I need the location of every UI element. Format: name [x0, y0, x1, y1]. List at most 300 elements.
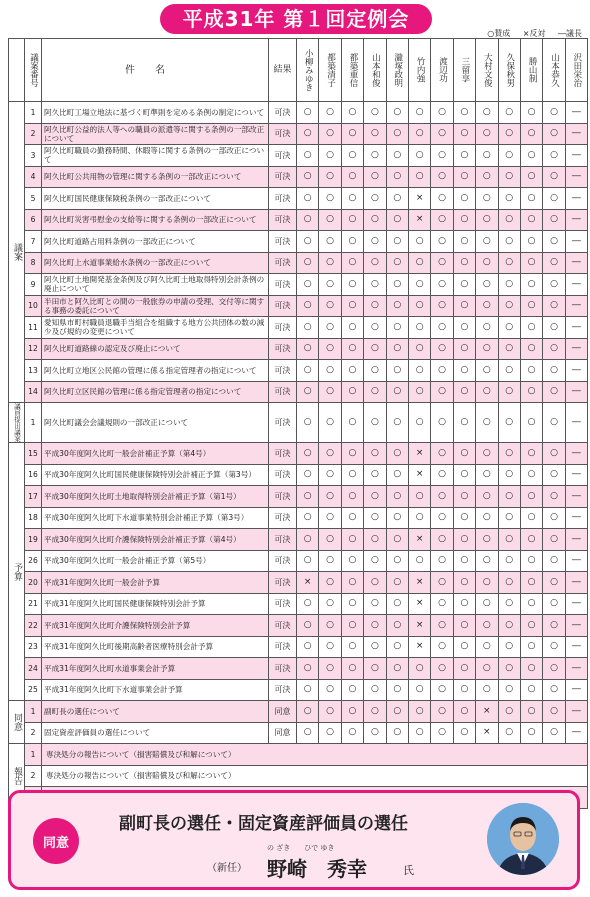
row-number: 17	[25, 486, 42, 508]
vote-cell: ○	[498, 295, 520, 317]
vote-cell: ○	[319, 188, 341, 210]
row-title: 阿久比町国民健康保険税条例の一部改正について	[42, 188, 269, 210]
vote-cell: ○	[431, 615, 453, 637]
vote-cell: ○	[520, 701, 542, 723]
vote-cell: ○	[319, 295, 341, 317]
vote-cell: ○	[520, 550, 542, 572]
row-title: 阿久比町工場立地法に基づく町準則を定める条例の制定について	[42, 102, 269, 124]
vote-cell: ○	[520, 231, 542, 253]
vote-cell: ○	[543, 507, 565, 529]
consent-badge: 同意	[33, 818, 79, 864]
vote-cell: ○	[453, 636, 475, 658]
header-subject: 件名	[42, 39, 269, 102]
vote-cell: ○	[453, 658, 475, 680]
vote-cell: ○	[341, 231, 363, 253]
vote-cell: ○	[431, 679, 453, 701]
row-title: 固定資産評価員の選任について	[42, 722, 269, 744]
row-title: 平成31年度阿久比町水道事業会計予算	[42, 658, 269, 680]
vote-cell: ○	[341, 550, 363, 572]
vote-cell: ○	[543, 443, 565, 465]
vote-cell: ○	[431, 209, 453, 231]
row-result: 同意	[269, 701, 297, 723]
group-label-doi: 同意	[9, 701, 25, 744]
vote-cell: ○	[498, 166, 520, 188]
vote-cell: ―	[565, 338, 587, 360]
vote-cell: ○	[520, 145, 542, 167]
vote-cell: ○	[498, 615, 520, 637]
vote-cell: ○	[319, 679, 341, 701]
row-number: 12	[25, 338, 42, 360]
row-number: 8	[25, 252, 42, 274]
vote-cell: ○	[386, 295, 408, 317]
vote-cell: ―	[565, 123, 587, 145]
page-banner: 平成31年 第１回定例会	[160, 4, 432, 34]
vote-cell: ○	[520, 102, 542, 124]
vote-cell: ○	[364, 188, 386, 210]
vote-cell: ○	[453, 102, 475, 124]
vote-cell: ○	[498, 231, 520, 253]
vote-cell: ○	[341, 464, 363, 486]
vote-cell: ○	[297, 507, 319, 529]
vote-cell: ―	[565, 722, 587, 744]
row-number: 11	[25, 317, 42, 339]
vote-cell: ―	[565, 209, 587, 231]
vote-cell: ×	[408, 572, 430, 594]
agenda-row	[9, 464, 588, 486]
report-title: 専決処分の報告について（損害賠償及び和解について）	[42, 744, 588, 766]
vote-cell: ○	[319, 317, 341, 339]
vote-cell: ○	[453, 317, 475, 339]
vote-cell: ○	[476, 679, 498, 701]
vote-cell: ○	[341, 295, 363, 317]
vote-cell: ○	[543, 636, 565, 658]
row-result: 可決	[269, 529, 297, 551]
row-number: 2	[25, 722, 42, 744]
vote-cell: ○	[297, 209, 319, 231]
appointment-box	[8, 790, 580, 890]
agenda-row	[9, 679, 588, 701]
vote-cell: ○	[364, 464, 386, 486]
row-result: 可決	[269, 507, 297, 529]
vote-cell: ○	[364, 443, 386, 465]
row-title: 阿久比町上水道事業給水条例の一部改正について	[42, 252, 269, 274]
vote-cell: ○	[319, 572, 341, 594]
vote-cell: ―	[565, 188, 587, 210]
vote-cell: ×	[408, 593, 430, 615]
vote-cell: ○	[386, 188, 408, 210]
vote-cell: ○	[297, 529, 319, 551]
vote-cell: ○	[386, 701, 408, 723]
vote-cell: ○	[297, 295, 319, 317]
vote-cell: ○	[364, 123, 386, 145]
vote-cell: ○	[498, 464, 520, 486]
vote-cell: ○	[498, 529, 520, 551]
vote-cell: ○	[453, 701, 475, 723]
vote-cell: ○	[520, 507, 542, 529]
row-number: 6	[25, 209, 42, 231]
vote-cell: ○	[319, 123, 341, 145]
member-header: 渡辺功	[431, 39, 453, 102]
row-result: 可決	[269, 166, 297, 188]
vote-cell: ○	[453, 529, 475, 551]
vote-cell: ○	[476, 188, 498, 210]
vote-cell: ○	[543, 381, 565, 403]
vote-cell: ○	[319, 403, 341, 443]
vote-cell: ○	[341, 722, 363, 744]
vote-cell: ○	[520, 381, 542, 403]
vote-cell: ○	[431, 166, 453, 188]
row-number: 23	[25, 636, 42, 658]
vote-cell: ○	[386, 722, 408, 744]
vote-cell: ○	[341, 529, 363, 551]
row-number: 1	[25, 403, 42, 443]
row-result: 可決	[269, 486, 297, 508]
vote-cell: ○	[297, 615, 319, 637]
vote-cell: ―	[565, 443, 587, 465]
vote-cell: ○	[364, 274, 386, 296]
vote-cell: ○	[297, 486, 319, 508]
vote-cell: ○	[364, 166, 386, 188]
vote-cell: ○	[341, 360, 363, 382]
row-title: 平成31年度阿久比町一般会計予算	[42, 572, 269, 594]
agenda-row	[9, 188, 588, 210]
vote-cell: ○	[364, 231, 386, 253]
vote-cell: ○	[297, 550, 319, 572]
row-number: 20	[25, 572, 42, 594]
vote-cell: ○	[319, 145, 341, 167]
vote-cell: ○	[476, 274, 498, 296]
vote-cell: ○	[520, 636, 542, 658]
vote-cell: ○	[543, 102, 565, 124]
vote-cell: ○	[319, 615, 341, 637]
vote-cell: ○	[543, 615, 565, 637]
vote-cell: ○	[498, 102, 520, 124]
row-title: 平成30年度阿久比町土地取得特別会計補正予算（第1号）	[42, 486, 269, 508]
vote-cell: ○	[498, 360, 520, 382]
vote-cell: ○	[520, 188, 542, 210]
header-number: 議案番号	[25, 39, 42, 102]
vote-cell: ―	[565, 615, 587, 637]
vote-cell: ○	[408, 403, 430, 443]
vote-cell: ○	[408, 507, 430, 529]
vote-cell: ○	[364, 403, 386, 443]
vote-cell: ○	[520, 338, 542, 360]
vote-cell: ○	[364, 593, 386, 615]
vote-cell: ○	[364, 317, 386, 339]
vote-cell: ○	[386, 102, 408, 124]
vote-cell: ○	[364, 658, 386, 680]
row-title: 平成30年度阿久比町一般会計補正予算（第4号）	[42, 443, 269, 465]
row-title: 阿久比町立区民館の管理に係る指定管理者の指定について	[42, 381, 269, 403]
appointee-position: （新任）	[207, 863, 247, 874]
vote-cell: ○	[431, 443, 453, 465]
vote-cell: ○	[364, 381, 386, 403]
agenda-row	[9, 701, 588, 723]
vote-cell: ―	[565, 166, 587, 188]
row-result: 可決	[269, 123, 297, 145]
vote-cell: ○	[386, 274, 408, 296]
row-result: 可決	[269, 360, 297, 382]
vote-cell: ○	[431, 188, 453, 210]
vote-cell: ○	[543, 403, 565, 443]
vote-cell: ○	[431, 295, 453, 317]
vote-cell: ○	[341, 443, 363, 465]
vote-cell: ○	[520, 209, 542, 231]
vote-cell: ○	[520, 360, 542, 382]
vote-cell: ○	[520, 593, 542, 615]
vote-cell: ○	[476, 486, 498, 508]
report-title: 専決処分の報告について（損害賠償及び和解について）	[42, 765, 588, 787]
appointee-photo	[487, 803, 559, 875]
row-title: 阿久比町立地区公民館の管理に係る指定管理者の指定について	[42, 360, 269, 382]
row-title: 阿久比町公益的法人等への職員の派遣等に関する条例の一部改正について	[42, 123, 269, 145]
row-title: 平成30年度阿久比町国民健康保険特別会計補正予算（第3号）	[42, 464, 269, 486]
vote-cell: ―	[565, 529, 587, 551]
vote-cell: ―	[565, 360, 587, 382]
vote-cell: ○	[476, 550, 498, 572]
vote-cell: ○	[364, 338, 386, 360]
vote-cell: ―	[565, 274, 587, 296]
vote-cell: ―	[565, 507, 587, 529]
vote-cell: ○	[520, 572, 542, 594]
vote-cell: ○	[453, 123, 475, 145]
member-header: 山本和俊	[364, 39, 386, 102]
vote-cell: ○	[386, 572, 408, 594]
vote-cell: ○	[297, 102, 319, 124]
vote-cell: ○	[498, 550, 520, 572]
vote-cell: ○	[386, 529, 408, 551]
vote-cell: ○	[364, 722, 386, 744]
vote-cell: ○	[498, 658, 520, 680]
vote-cell: ○	[520, 486, 542, 508]
vote-cell: ○	[453, 722, 475, 744]
vote-cell: ○	[319, 701, 341, 723]
vote-cell: ○	[543, 231, 565, 253]
vote-cell: ―	[565, 102, 587, 124]
vote-cell: ○	[543, 464, 565, 486]
vote-cell: ○	[431, 572, 453, 594]
vote-cell: ○	[386, 464, 408, 486]
vote-cell: ○	[498, 486, 520, 508]
vote-cell: ○	[520, 529, 542, 551]
agenda-row	[9, 274, 588, 296]
vote-cell: ○	[364, 360, 386, 382]
row-number: 22	[25, 615, 42, 637]
vote-cell: ○	[476, 360, 498, 382]
agenda-row	[9, 443, 588, 465]
vote-table	[8, 38, 588, 809]
appointee-name-block	[267, 843, 367, 882]
vote-cell: ○	[297, 166, 319, 188]
vote-cell: ○	[297, 636, 319, 658]
vote-cell: ○	[498, 338, 520, 360]
vote-cell: ○	[431, 550, 453, 572]
row-title: 愛知県市町村職員退職手当組合を組織する地方公共団体の数の減少及び規約の変更について	[42, 317, 269, 339]
vote-cell: ○	[520, 403, 542, 443]
row-number: 7	[25, 231, 42, 253]
vote-cell: ○	[408, 145, 430, 167]
vote-cell: ○	[319, 507, 341, 529]
vote-cell: ○	[341, 572, 363, 594]
vote-cell: ○	[341, 486, 363, 508]
vote-cell: ○	[364, 486, 386, 508]
vote-cell: ○	[543, 572, 565, 594]
member-header: 三留享	[453, 39, 475, 102]
vote-cell: ○	[364, 252, 386, 274]
vote-cell: ○	[319, 360, 341, 382]
agenda-row	[9, 615, 588, 637]
vote-cell: ○	[476, 593, 498, 615]
vote-cell: ○	[453, 166, 475, 188]
vote-cell: ○	[431, 231, 453, 253]
vote-cell: ○	[386, 381, 408, 403]
vote-cell: ○	[431, 464, 453, 486]
vote-cell: ○	[319, 338, 341, 360]
vote-cell: ○	[408, 701, 430, 723]
vote-cell: ○	[543, 486, 565, 508]
vote-cell: ○	[319, 274, 341, 296]
vote-cell: ○	[498, 679, 520, 701]
vote-cell: ○	[453, 507, 475, 529]
row-title: 阿久比町土地開発基金条例及び阿久比町土地取得特別会計条例の廃止について	[42, 274, 269, 296]
row-title: 阿久比町道路線の認定及び廃止について	[42, 338, 269, 360]
vote-cell: ○	[386, 679, 408, 701]
member-header: 大村文俊	[476, 39, 498, 102]
row-number: 5	[25, 188, 42, 210]
vote-cell: ○	[543, 252, 565, 274]
vote-cell: ○	[364, 679, 386, 701]
vote-cell: ○	[408, 486, 430, 508]
vote-cell: ○	[543, 338, 565, 360]
row-number: 21	[25, 593, 42, 615]
vote-cell: ○	[476, 102, 498, 124]
vote-cell: ○	[319, 722, 341, 744]
vote-cell: ○	[386, 486, 408, 508]
row-title: 阿久比町議会会議規則の一部改正について	[42, 403, 269, 443]
vote-cell: ○	[520, 615, 542, 637]
member-header: 竹内強	[408, 39, 430, 102]
vote-cell: ○	[319, 209, 341, 231]
vote-cell: ○	[453, 252, 475, 274]
vote-cell: ○	[386, 145, 408, 167]
vote-cell: ○	[543, 123, 565, 145]
vote-cell: ○	[476, 252, 498, 274]
vote-cell: ○	[431, 317, 453, 339]
vote-cell: ○	[520, 317, 542, 339]
vote-cell: ○	[386, 338, 408, 360]
vote-cell: ○	[453, 295, 475, 317]
vote-cell: ×	[476, 722, 498, 744]
agenda-row	[9, 572, 588, 594]
member-header: 沢田栄治	[565, 39, 587, 102]
vote-cell: ○	[341, 317, 363, 339]
vote-cell: ○	[543, 145, 565, 167]
row-result: 同意	[269, 722, 297, 744]
appointee-ruby: の ざき ひで ゆき	[267, 844, 335, 852]
row-number: 1	[25, 701, 42, 723]
vote-cell: ○	[408, 102, 430, 124]
vote-cell: ○	[498, 252, 520, 274]
vote-cell: ○	[543, 209, 565, 231]
row-title: 平成31年度阿久比町後期高齢者医療特別会計予算	[42, 636, 269, 658]
row-result: 可決	[269, 252, 297, 274]
vote-cell: ○	[520, 295, 542, 317]
vote-cell: ○	[319, 636, 341, 658]
vote-cell: ○	[297, 593, 319, 615]
vote-cell: ○	[386, 252, 408, 274]
vote-cell: ○	[476, 123, 498, 145]
row-result: 可決	[269, 102, 297, 124]
vote-cell: ○	[386, 360, 408, 382]
vote-cell: ○	[476, 145, 498, 167]
vote-cell: ○	[431, 507, 453, 529]
agenda-row	[9, 658, 588, 680]
vote-cell: ―	[565, 593, 587, 615]
vote-cell: ○	[364, 145, 386, 167]
row-result: 可決	[269, 550, 297, 572]
vote-cell: ○	[341, 701, 363, 723]
vote-cell: ○	[297, 274, 319, 296]
vote-cell: ○	[341, 636, 363, 658]
vote-cell: ○	[476, 636, 498, 658]
vote-cell: ○	[498, 188, 520, 210]
vote-cell: ○	[520, 464, 542, 486]
vote-cell: ○	[319, 529, 341, 551]
vote-cell: ○	[386, 593, 408, 615]
vote-cell: ○	[341, 252, 363, 274]
vote-cell: ○	[543, 722, 565, 744]
row-result: 可決	[269, 593, 297, 615]
group-label-gian: 議案	[9, 102, 25, 403]
vote-cell: ○	[341, 274, 363, 296]
group-label-hokoku: 報告	[9, 744, 25, 809]
vote-cell: ○	[543, 317, 565, 339]
vote-cell: ○	[431, 145, 453, 167]
vote-cell: ○	[476, 317, 498, 339]
vote-cell: ○	[543, 188, 565, 210]
vote-cell: ○	[453, 360, 475, 382]
agenda-row	[9, 550, 588, 572]
vote-cell: ○	[431, 252, 453, 274]
vote-cell: ○	[319, 102, 341, 124]
row-result: 可決	[269, 231, 297, 253]
agenda-row	[9, 593, 588, 615]
vote-cell: ○	[386, 550, 408, 572]
vote-cell: ―	[565, 636, 587, 658]
vote-cell: ○	[431, 486, 453, 508]
vote-cell: ○	[431, 529, 453, 551]
vote-cell: ○	[476, 572, 498, 594]
row-number: 15	[25, 443, 42, 465]
vote-cell: ○	[453, 145, 475, 167]
vote-cell: ○	[476, 529, 498, 551]
vote-cell: ○	[408, 166, 430, 188]
vote-cell: ○	[453, 486, 475, 508]
vote-cell: ○	[341, 338, 363, 360]
vote-cell: ○	[341, 102, 363, 124]
agenda-row	[9, 403, 588, 443]
vote-cell: ○	[364, 295, 386, 317]
vote-cell: ○	[431, 722, 453, 744]
header-group-blank	[9, 39, 25, 102]
vote-cell: ×	[408, 636, 430, 658]
row-title: 平成30年度阿久比町下水道事業特別会計補正予算（第3号）	[42, 507, 269, 529]
vote-cell: ―	[565, 464, 587, 486]
vote-cell: ○	[498, 507, 520, 529]
row-title: 副町長の選任について	[42, 701, 269, 723]
vote-cell: ○	[364, 701, 386, 723]
vote-cell: ×	[408, 209, 430, 231]
